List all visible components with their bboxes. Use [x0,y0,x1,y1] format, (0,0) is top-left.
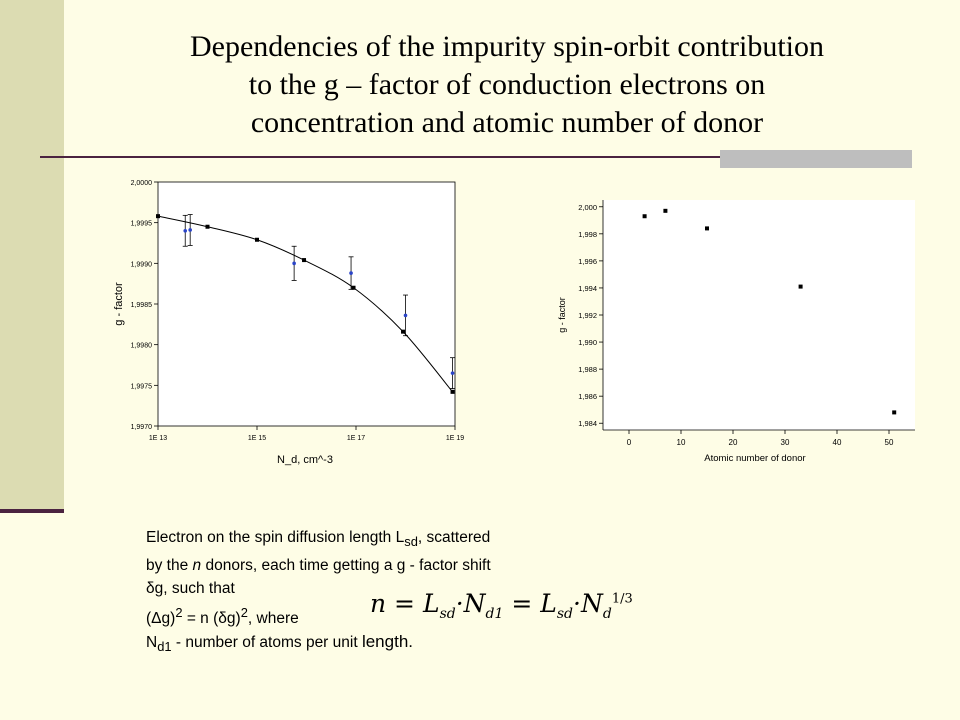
slide-title [92,28,922,142]
x-tick-label: 20 [728,438,738,447]
experiment-point [349,271,353,275]
chart-concentration [100,170,480,490]
x-tick-label: 1E 13 [148,435,168,442]
x-ticks [627,430,894,447]
x-tick-label: 1E 17 [346,435,366,442]
text-line-4: $(\Delta g)^2 = n$ $(\delta g)^2$, where [146,604,299,627]
y-tick-label: 1,990 [578,338,597,348]
experiment-point [404,314,408,318]
y-tick-label: 1,996 [578,256,597,266]
decorative-gray-block [720,150,912,168]
x-tick-label: 30 [780,438,790,447]
data-point [643,214,647,218]
y-tick-label: 2,0000 [130,180,152,187]
theory-point [156,214,160,218]
data-point [705,226,709,230]
x-axis-label: Atomic number of donor [704,453,806,464]
theory-point [255,238,259,242]
y-tick-label: 1,9980 [130,342,152,350]
text-line-2: by the n donors, each time getting a g - factor shift [146,556,491,574]
x-ticks [149,426,464,442]
theory-point [401,330,405,334]
y-tick-label: 1,994 [578,283,597,293]
x-tick-label: 10 [676,438,686,447]
data-point [892,410,896,414]
experiment-point [451,371,455,375]
title-line-1: Dependencies of the impurity spin-orbit contribution [189,30,825,63]
theory-point [302,258,306,262]
data-point [663,209,667,213]
y-tick-label: 1,984 [578,419,597,429]
y-axis-label: g - factor [113,282,125,326]
y-axis-label: g - factor [557,297,567,333]
title-line-2: to the g – factor of conduction electrons on [248,68,766,101]
text-line-1: Electron on the spin diffusion length $L_{sd}$, scattered [146,529,491,550]
y-tick-label: 1,9990 [130,261,152,269]
y-ticks [578,203,603,428]
experiment-point [188,228,192,232]
text-line-5: $N_{d1}$ - number of atoms per unit length. [146,632,413,655]
y-tick-label: 1,9970 [130,424,152,431]
sidebar-decoration [0,0,64,512]
y-tick-label: 1,9995 [130,220,152,228]
theory-point [352,286,356,290]
x-tick-label: 0 [626,438,632,447]
y-ticks [131,180,158,431]
x-axis-label: N_d, cm^-3 [277,454,333,466]
formula: $n = L_{sd}\cdot N_{d1} = L_{sd}\cdot N_d^{1/3}$ [370,589,633,622]
experiment-point [183,229,187,233]
x-tick-label: 1E 19 [445,435,465,442]
experiment-point [292,262,296,266]
chart-atomic-number [545,190,925,490]
x-tick-label: 50 [884,438,894,447]
y-tick-label: 1,988 [578,365,597,375]
y-tick-label: 1,998 [578,229,597,239]
y-tick-label: 1,992 [578,311,597,320]
y-tick-label: 1,9975 [130,383,152,391]
plot-area [158,182,455,426]
y-tick-label: 1,986 [578,392,597,402]
y-tick-label: 2,000 [578,202,597,212]
plot-area [603,200,915,430]
data-point [799,285,803,289]
text-line-3: δg, such that [146,580,235,598]
x-tick-label: 1E 15 [247,435,267,442]
sidebar-accent-line [0,509,64,513]
theory-point [451,390,455,394]
title-line-3: concentration and atomic number of donor [250,106,764,139]
theory-point [206,225,210,229]
x-tick-label: 40 [832,438,842,447]
y-tick-label: 1,9985 [130,302,152,309]
